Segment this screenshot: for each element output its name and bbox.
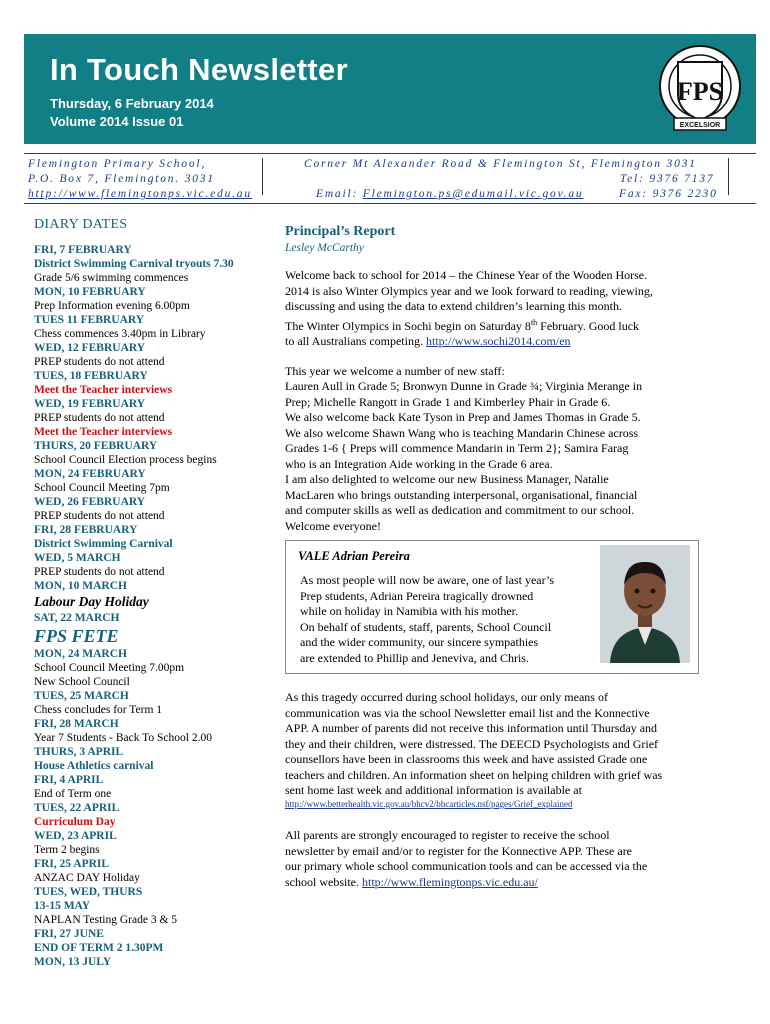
diary-date: FRI, 4 APRIL xyxy=(34,774,104,786)
diary-event: Chess concludes for Term 1 xyxy=(34,704,163,716)
logo-motto: EXCELSIOR xyxy=(679,122,721,129)
welcome-line: Welcome back to school for 2014 – the Chinese Year of the Wooden Horse. xyxy=(285,268,648,282)
diary-event: New School Council xyxy=(34,676,130,688)
olympics-line-2: to all Australians competing. http://www.sochi2014.com/en xyxy=(285,334,571,348)
diary-date: MON, 10 MARCH xyxy=(34,580,127,592)
diary-event: Prep Information evening 6.00pm xyxy=(34,300,190,312)
diary-date: MON, 24 FEBRUARY xyxy=(34,468,146,480)
diary-event: House Athletics carnival xyxy=(34,760,154,772)
vale-line: while on holiday in Namibia with his mother. xyxy=(300,604,518,618)
staff-line: and computer skills as well as dedication and commitment to our school. xyxy=(285,503,635,517)
grief-link[interactable]: http://www.betterhealth.vic.gov.au/bhcv2/bhcarticles.nsf/pages/Grief_explained xyxy=(285,799,573,809)
telephone: Tel: 9376 7137 xyxy=(620,173,715,185)
welcome-paragraph xyxy=(285,268,735,350)
diary-event: PREP students do not attend xyxy=(34,356,165,368)
register-line: school website. http://www.flemingtonps.vic.edu.au/ xyxy=(285,874,538,889)
school-website-link-bottom[interactable]: http://www.flemingtonps.vic.edu.au/ xyxy=(362,874,538,889)
email-label: Email: xyxy=(316,188,359,200)
tragedy-line: As this tragedy occurred during school holidays, our only means of xyxy=(285,690,608,704)
diary-date: THURS, 20 FEBRUARY xyxy=(34,440,158,452)
diary-event: End of Term one xyxy=(34,788,112,800)
diary-date: WED, 5 MARCH xyxy=(34,552,121,564)
diary-date: TUES 11 FEBRUARY xyxy=(34,314,145,326)
diary-date: TUES, 25 MARCH xyxy=(34,690,129,702)
new-staff-paragraph xyxy=(285,364,735,535)
staff-line: Grades 1-6 { Preps will commence Mandarin in Term 2}; Samira Farag xyxy=(285,441,629,455)
principals-report xyxy=(285,224,735,534)
street-address: Corner Mt Alexander Road & Flemington St, Flemington 3031 xyxy=(304,158,697,170)
diary-date: TUES, WED, THURS xyxy=(34,886,143,898)
diary-event: Meet the Teacher interviews xyxy=(34,384,173,396)
vale-line: On behalf of students, staff, parents, School Council xyxy=(300,619,552,634)
issue-date: Thursday, 6 February 2014 xyxy=(50,96,214,111)
contact-divider-left xyxy=(262,158,263,195)
diary-event: Labour Day Holiday xyxy=(34,594,149,609)
report-author: Lesley McCarthy xyxy=(285,242,364,254)
register-line: our primary whole school communication tools and can be accessed via the xyxy=(285,859,648,873)
diary-event: FPS FETE xyxy=(34,626,119,646)
diary-event: NAPLAN Testing Grade 3 & 5 xyxy=(34,914,178,926)
diary-date: FRI, 28 MARCH xyxy=(34,718,119,730)
diary-event: PREP students do not attend xyxy=(34,566,165,578)
diary-date: TUES, 18 FEBRUARY xyxy=(34,370,148,382)
register-line: All parents are strongly encouraged to register to receive the school xyxy=(285,828,610,842)
tragedy-paragraph xyxy=(285,690,735,799)
diary-date: WED, 12 FEBRUARY xyxy=(34,342,146,354)
vale-line: As most people will now be aware, one of last year’s xyxy=(300,573,555,587)
vale-title: VALE Adrian Pereira xyxy=(298,549,410,563)
diary-date: WED, 26 FEBRUARY xyxy=(34,496,146,508)
staff-line: This year we welcome a number of new staff: xyxy=(285,363,505,378)
sochi-link[interactable]: http://www.sochi2014.com/en xyxy=(425,334,571,348)
tragedy-line: counsellors have been in classrooms this week and have assisted Grade one xyxy=(285,752,648,766)
school-logo xyxy=(654,42,746,136)
diary-date: FRI, 7 FEBRUARY xyxy=(34,244,132,256)
logo-monogram: FPS xyxy=(676,77,724,106)
diary-event: School Council Election process begins xyxy=(34,454,217,466)
diary-date: WED, 23 APRIL xyxy=(34,830,117,842)
diary-date: MON, 10 FEBRUARY xyxy=(34,286,146,298)
diary-event: PREP students do not attend xyxy=(34,412,165,424)
diary-event: Meet the Teacher interviews xyxy=(34,426,173,438)
school-name: Flemington Primary School, xyxy=(28,158,207,170)
newsletter-title: In Touch Newsletter xyxy=(50,52,348,87)
diary-event: Grade 5/6 swimming commences xyxy=(34,272,189,284)
diary-date: FRI, 27 JUNE xyxy=(34,928,104,940)
header-banner xyxy=(24,34,756,144)
diary-event: District Swimming Carnival xyxy=(34,538,173,550)
diary-event: Curriculum Day xyxy=(34,816,116,828)
diary-event: Chess commences 3.40pm in Library xyxy=(34,328,206,340)
diary-date: FRI, 25 APRIL xyxy=(34,858,110,870)
po-box: P.O. Box 7, Flemington. 3031 xyxy=(28,173,215,185)
staff-line: We also welcome Shawn Wang who is teaching Mandarin Chinese across xyxy=(285,425,639,440)
contact-rule xyxy=(24,203,756,204)
welcome-line: discussing and using the data to extend children’s learning this month. xyxy=(285,299,622,313)
tragedy-line: teachers and children. An information sheet on helping children with grief was xyxy=(285,767,663,782)
register-paragraph xyxy=(285,828,735,890)
diary-date: THURS, 3 APRIL xyxy=(34,746,124,758)
diary-event: School Council Meeting 7.00pm xyxy=(34,662,185,674)
diary-date: MON, 13 JULY xyxy=(34,956,112,968)
olympics-line: The Winter Olympics in Sochi begin on Saturday 8th February. Good luck xyxy=(285,317,640,333)
diary-date: TUES, 22 APRIL xyxy=(34,802,120,814)
staff-line: We also welcome back Kate Tyson in Prep and James Thomas in Grade 5. xyxy=(285,410,641,424)
fax: Fax: 9376 2230 xyxy=(619,188,718,200)
tragedy-line: sent home last week and additional information is available at xyxy=(285,783,582,797)
staff-line: Lauren Aull in Grade 5; Bronwyn Dunne in Grade ¾; Virginia Merange in xyxy=(285,379,643,393)
staff-line: I am also delighted to welcome our new Business Manager, Natalie xyxy=(285,472,609,486)
diary-list xyxy=(34,243,284,969)
diary-event: PREP students do not attend xyxy=(34,510,165,522)
tragedy-line: communication was via the school Newsletter email list and the Konnective xyxy=(285,705,650,720)
staff-line: MacLaren who brings outstanding interpersonal, organisational, financial xyxy=(285,487,638,502)
vale-line: are extended to Phillip and Jeneviva, and Chris. xyxy=(300,650,529,665)
diary-date: MON, 24 MARCH xyxy=(34,648,127,660)
diary-event: Year 7 Students - Back To School 2.00 xyxy=(34,732,212,744)
diary-date: END OF TERM 2 1.30PM xyxy=(34,942,164,954)
welcome-line: 2014 is also Winter Olympics year and we look forward to reading, viewing, xyxy=(285,283,653,298)
diary-date: SAT, 22 MARCH xyxy=(34,612,120,624)
vale-line: Prep students, Adrian Pereira tragically drowned xyxy=(300,588,534,603)
issue-volume: Volume 2014 Issue 01 xyxy=(50,114,184,129)
diary-date: FRI, 28 FEBRUARY xyxy=(34,524,138,536)
diary-event: School Council Meeting 7pm xyxy=(34,482,170,494)
staff-line: Prep; Michelle Rangott in Grade 1 and Kimberley Phair in Grade 6. xyxy=(285,394,611,409)
vale-line: and the wider community, our sincere sympathies xyxy=(300,635,539,649)
header-rule xyxy=(24,153,756,154)
report-title: Principal’s Report xyxy=(285,224,396,239)
diary-heading: DIARY DATES xyxy=(34,217,128,232)
student-photo xyxy=(600,545,690,663)
contact-divider-right xyxy=(728,158,729,195)
register-line: newsletter by email and/or to register for the Konnective APP. These are xyxy=(285,843,633,858)
staff-line: who is an Integration Aide working in the Grade 6 area. xyxy=(285,456,553,471)
diary-event: District Swimming Carnival tryouts 7.30 xyxy=(34,258,234,270)
tragedy-line: they and their children, were distressed. The DEECD Psychologists and Grief xyxy=(285,736,659,751)
school-website-link[interactable]: http://www.flemingtonps.vic.edu.au xyxy=(28,188,252,200)
diary-event: Term 2 begins xyxy=(34,844,100,856)
tragedy-line: APP. A number of parents did not receive this information until Thursday and xyxy=(285,721,658,735)
diary-date: WED, 19 FEBRUARY xyxy=(34,398,146,410)
email-link[interactable]: Flemington.ps@edumail.vic.gov.au xyxy=(362,188,584,200)
email-line xyxy=(316,187,583,202)
diary-event: ANZAC DAY Holiday xyxy=(34,872,140,884)
diary-date: 13-15 MAY xyxy=(34,900,91,912)
vale-text xyxy=(300,573,590,666)
staff-line: Welcome everyone! xyxy=(285,518,381,533)
diary-dates xyxy=(34,217,284,969)
vale-box xyxy=(285,540,699,674)
